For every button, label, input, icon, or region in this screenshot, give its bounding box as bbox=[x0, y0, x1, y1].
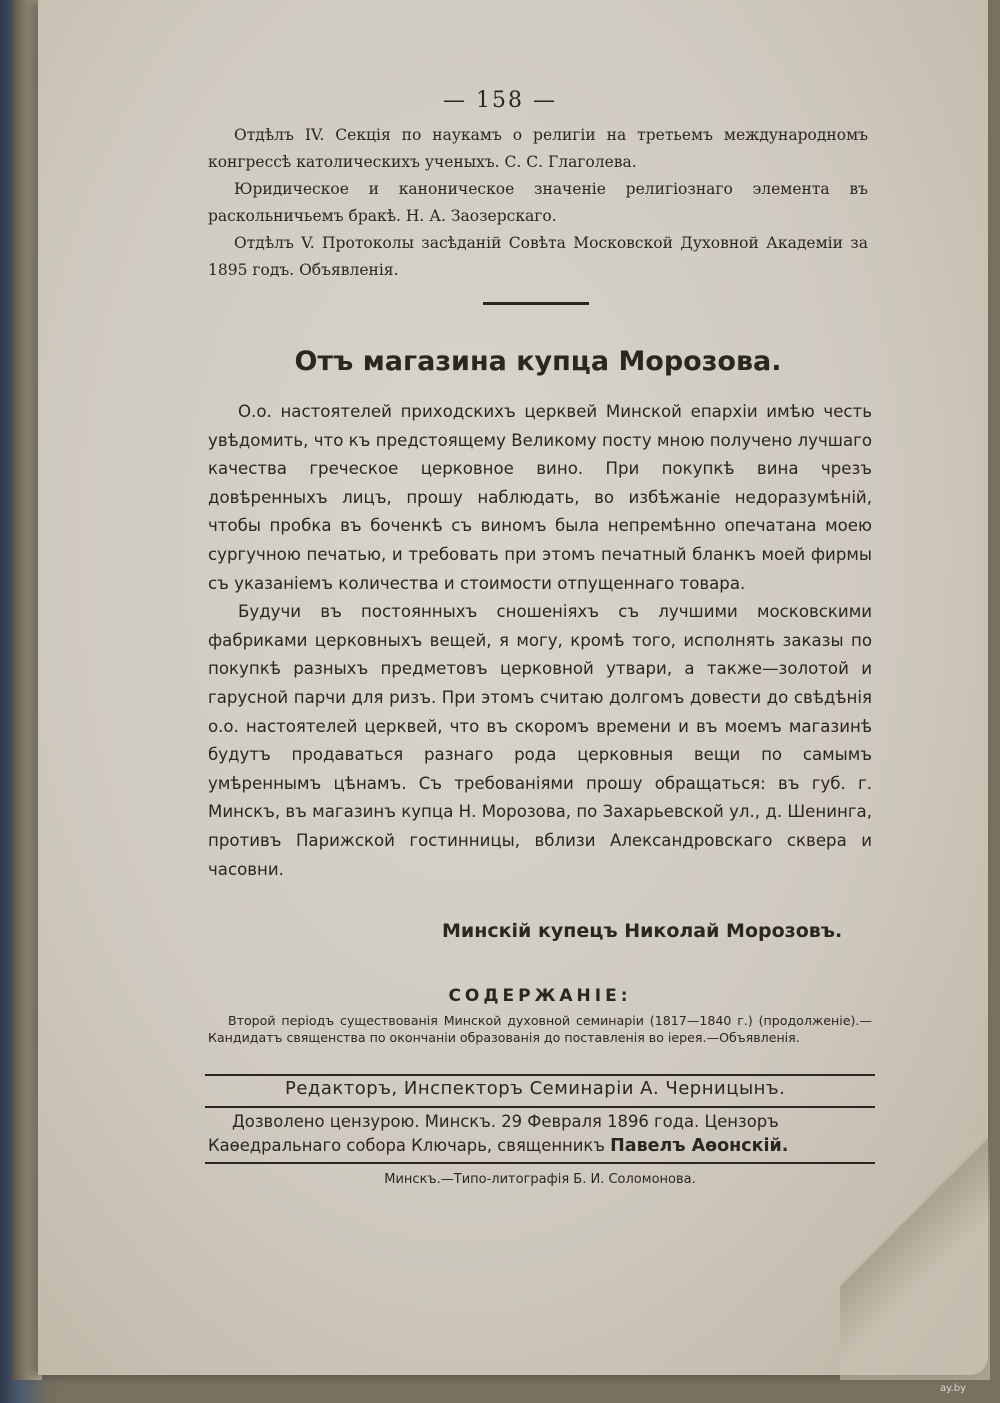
watermark-text: ay.by bbox=[940, 1383, 967, 1394]
ad-heading: Отъ магазина купца Морозова. bbox=[294, 346, 782, 377]
toc-entry-3 bbox=[208, 230, 868, 284]
ad-paragraph-2: Будучи въ постоянныхъ сношеніяхъ съ лучшими московскими фабриками церковныхъ вещей, я могу, кромѣ того, исполнять заказы по покупкѣ разныхъ предметовъ церковной утвари, а также—золотой и гарусной парчи для ризъ. При этомъ считаю долгомъ довести до свѣдѣнія о.о. настоятелей церквей, что въ скоромъ времени и въ моемъ магазинѣ будутъ продаваться разнаго рода церковныя вещи по самымъ умѣреннымъ цѣнамъ. Съ требованіями прошу обращаться: въ губ. г. Минскъ, въ магазинъ купца Н. Морозова, по Захарьевской ул., д. Шенинга, противъ Парижской гостинницы, вблизи Александровскаго сквера и часовни. bbox=[208, 602, 872, 879]
toc-entry-text: Отдѣлъ IV. Секція по наукамъ о религіи на третьемъ международномъ конгрессѣ католическихъ ученыхъ. С. С. Глаголева. bbox=[208, 126, 868, 171]
ad-signature: Минскій купецъ Николай Морозовъ. bbox=[442, 920, 843, 942]
editor-line: Редакторъ, Инспекторъ Семинаріи А. Черницынъ. bbox=[285, 1078, 786, 1099]
censor-line-1: Дозволено цензурою. Минскъ. 29 Февраля 1896 года. Цензоръ bbox=[232, 1112, 779, 1131]
toc-entry-1 bbox=[208, 122, 868, 176]
contents-title: СОДЕРЖАНІЕ: bbox=[448, 986, 632, 1006]
toc-entry-text: Юридическое и каноническое значеніе религіознаго элемента въ раскольничьемъ бракѣ. Н. А. Заозерскаго. bbox=[208, 180, 868, 225]
rule-above-editor bbox=[205, 1074, 875, 1076]
toc-entry-text: Отдѣлъ V. Протоколы засѣданій Совѣта Московской Духовной Академіи за 1895 годъ. Объявленія. bbox=[208, 234, 868, 279]
contents-text: Второй періодъ существованія Минской духовной семинаріи (1817—1840 г.) (продолженіе).—Кандидатъ священства по окончаніи образованія до поставленія во іерея.—Объявленія. bbox=[208, 1013, 872, 1045]
censor-block bbox=[208, 1110, 876, 1158]
section-divider bbox=[483, 302, 589, 305]
censor-line-2 bbox=[208, 1134, 876, 1158]
torn-corner bbox=[840, 1120, 990, 1380]
censor-name: Павелъ Аѳонскій. bbox=[610, 1136, 789, 1156]
press-line: Минскъ.—Типо-литографія Б. И. Соломонова. bbox=[384, 1172, 696, 1187]
rule-below-editor bbox=[205, 1106, 875, 1108]
censor-line-2-prefix: Каѳедральнаго собора Ключарь, священникъ bbox=[208, 1136, 611, 1155]
toc-entry-2 bbox=[208, 176, 868, 230]
ad-body bbox=[208, 398, 872, 884]
contents-body bbox=[208, 1012, 872, 1046]
ad-paragraph-1: О.о. настоятелей приходскихъ церквей Минской епархіи имѣю честь увѣдомить, что къ предстоящему Великому посту мною получено лучшаго качества греческое церковное вино. При покупкѣ вина чрезъ довѣренныхъ лицъ, прошу наблюдать, во избѣжаніе недоразумѣній, чтобы пробка въ боченкѣ съ виномъ была непремѣнно опечатана моею сургучною печатью, и требовать при этомъ печатный бланкъ моей фирмы съ указаніемъ количества и стоимости отпущеннаго товара. bbox=[208, 402, 872, 593]
page-number: — 158 — bbox=[443, 88, 557, 113]
rule-above-press bbox=[205, 1162, 875, 1164]
